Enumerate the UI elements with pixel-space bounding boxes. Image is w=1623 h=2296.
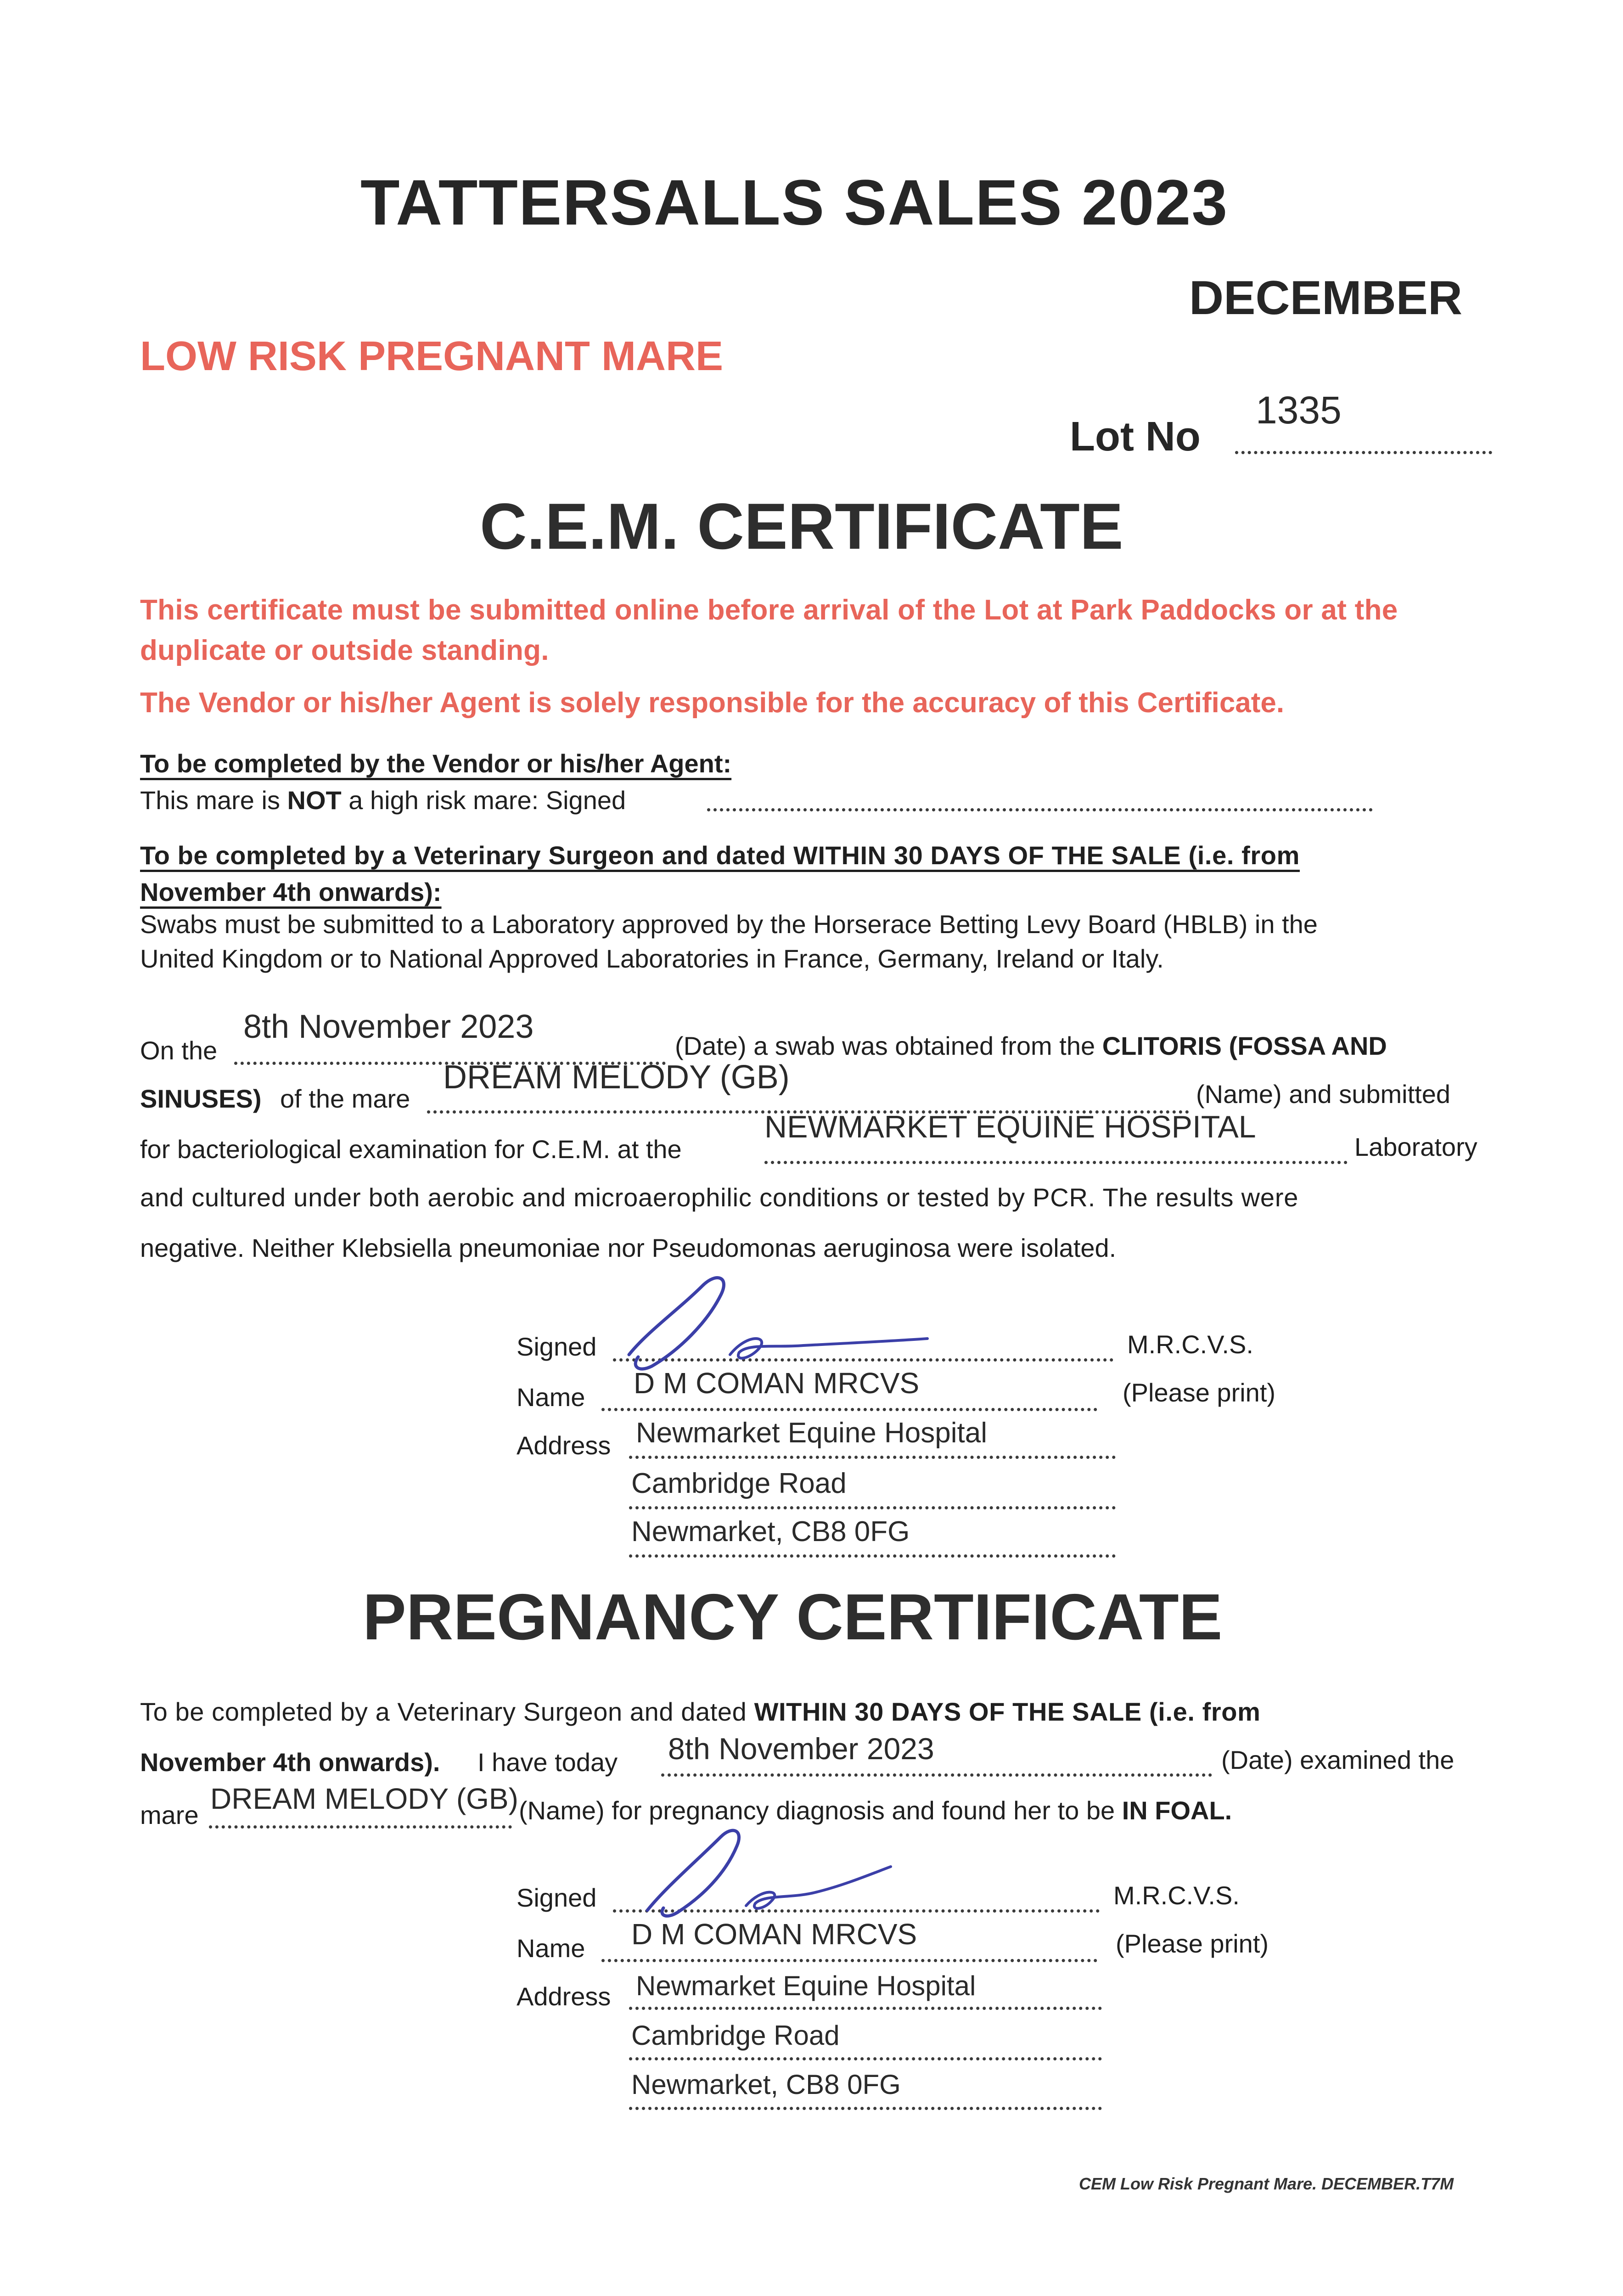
vendor-signature-line[interactable] bbox=[707, 808, 1373, 811]
preg-mare-name-line bbox=[209, 1825, 512, 1829]
preg-mare-name: DREAM MELODY (GB) bbox=[210, 1782, 518, 1815]
preg-address-2: Cambridge Road bbox=[631, 2020, 840, 2051]
cem-notice-1: This certificate must be submitted online before arrival of the Lot at Park Paddocks or at the duplicate or outside standing. bbox=[140, 594, 1398, 666]
cem-signature bbox=[611, 1267, 978, 1373]
cem-mrcvs: M.R.C.V.S. bbox=[1127, 1330, 1253, 1359]
vet-info-line-2: United Kingdom or to National Approved Laboratories in France, Germany, Ireland or Italy. bbox=[140, 944, 1164, 973]
pregnancy-title: PREGNANCY CERTIFICATE bbox=[363, 1581, 1223, 1654]
preg-date-line bbox=[661, 1773, 1212, 1777]
vendor-text-not: NOT bbox=[287, 786, 342, 815]
preg-signature bbox=[634, 1823, 918, 1924]
vet-heading-line-2: November 4th onwards): bbox=[140, 878, 442, 906]
preg-line-1-bold: WITHIN 30 DAYS OF THE SALE (i.e. from bbox=[754, 1697, 1261, 1726]
on-the-label: On the bbox=[140, 1036, 218, 1065]
cultured-text: and cultured under both aerobic and microaerophilic conditions or tested by PCR. The results were bbox=[140, 1183, 1299, 1212]
cem-address-line-2 bbox=[629, 1506, 1116, 1509]
preg-line-2-after: (Date) examined the bbox=[1221, 1745, 1455, 1774]
lot-number-line bbox=[1235, 451, 1492, 454]
cem-title: C.E.M. CERTIFICATE bbox=[480, 490, 1123, 563]
vendor-text-pre: This mare is bbox=[140, 786, 287, 815]
swab-site-bold: CLITORIS (FOSSA AND bbox=[1102, 1031, 1387, 1060]
cem-mare-name: DREAM MELODY (GB) bbox=[443, 1059, 790, 1096]
lot-number: 1335 bbox=[1256, 388, 1342, 432]
vendor-text-post: a high risk mare: Signed bbox=[341, 786, 626, 815]
cem-address-2: Cambridge Road bbox=[631, 1468, 847, 1499]
negative-text: negative. Neither Klebsiella pneumoniae nor Pseudomonas aeruginosa were isolated. bbox=[140, 1233, 1117, 1262]
swab-date: 8th November 2023 bbox=[243, 1008, 534, 1045]
vet-info-line-1: Swabs must be submitted to a Laboratory approved by the Horserace Betting Levy Board (HBLB) in the bbox=[140, 910, 1318, 939]
vet-heading-line-1: To be completed by a Veterinary Surgeon and dated WITHIN 30 DAYS OF THE SALE (i.e. from bbox=[140, 841, 1300, 870]
of-the-mare-label: of the mare bbox=[280, 1084, 410, 1113]
cem-vet-name: D M COMAN MRCVS bbox=[634, 1367, 920, 1400]
lab-after: Laboratory bbox=[1354, 1132, 1477, 1161]
document-title: TATTERSALLS SALES 2023 bbox=[360, 166, 1229, 238]
cem-address-line-1 bbox=[629, 1456, 1116, 1459]
cem-vet-name-line bbox=[601, 1408, 1097, 1411]
swab-date-after bbox=[675, 1031, 1387, 1061]
swab-date-after-text: (Date) a swab was obtained from the bbox=[675, 1031, 1095, 1060]
sale-month: DECEMBER bbox=[1189, 271, 1463, 325]
preg-address-3: Newmarket, CB8 0FG bbox=[631, 2069, 901, 2100]
cem-address-3: Newmarket, CB8 0FG bbox=[631, 1516, 910, 1548]
in-foal-bold: IN FOAL. bbox=[1122, 1796, 1232, 1825]
cem-notice-2: The Vendor or his/her Agent is solely responsible for the accuracy of this Certificate. bbox=[140, 687, 1285, 719]
preg-address-line-2 bbox=[629, 2057, 1102, 2060]
preg-line-2-bold: November 4th onwards). bbox=[140, 1748, 440, 1777]
vendor-declaration bbox=[140, 785, 626, 815]
preg-date: 8th November 2023 bbox=[668, 1732, 934, 1766]
preg-please-print: (Please print) bbox=[1116, 1929, 1269, 1958]
preg-vet-name: D M COMAN MRCVS bbox=[631, 1918, 917, 1951]
lab-name: NEWMARKET EQUINE HOSPITAL bbox=[764, 1109, 1256, 1144]
mare-type: LOW RISK PREGNANT MARE bbox=[140, 333, 723, 379]
preg-mrcvs: M.R.C.V.S. bbox=[1113, 1881, 1240, 1910]
cem-name-label: Name bbox=[517, 1383, 585, 1412]
lab-name-line bbox=[764, 1161, 1348, 1164]
preg-address-line-1 bbox=[629, 2007, 1102, 2010]
preg-line-1 bbox=[140, 1697, 1261, 1727]
preg-line-2-mid: I have today bbox=[477, 1748, 618, 1777]
cem-address-line-3 bbox=[629, 1554, 1116, 1558]
cem-address-1: Newmarket Equine Hospital bbox=[636, 1417, 988, 1449]
cem-please-print: (Please print) bbox=[1123, 1378, 1276, 1407]
mare-name-after: (Name) and submitted bbox=[1196, 1080, 1451, 1109]
preg-line-3 bbox=[519, 1795, 1232, 1825]
preg-address-line-3 bbox=[629, 2107, 1102, 2110]
lot-label: Lot No bbox=[1070, 414, 1201, 460]
cem-address-label: Address bbox=[517, 1431, 611, 1460]
footer-reference: CEM Low Risk Pregnant Mare. DECEMBER.T7M bbox=[1079, 2174, 1454, 2193]
preg-vet-name-line bbox=[601, 1959, 1097, 1962]
preg-line-3-after: (Name) for pregnancy diagnosis and found her to be bbox=[519, 1796, 1122, 1825]
sinuses-bold: SINUSES) bbox=[140, 1084, 262, 1113]
vendor-heading: To be completed by the Vendor or his/her Agent: bbox=[140, 749, 732, 778]
exam-pre: for bacteriological examination for C.E.M. at the bbox=[140, 1135, 682, 1164]
preg-name-label: Name bbox=[517, 1934, 585, 1963]
preg-mare-word: mare bbox=[140, 1801, 199, 1829]
preg-line-1-pre: To be completed by a Veterinary Surgeon and dated bbox=[140, 1697, 754, 1726]
preg-address-label: Address bbox=[517, 1982, 611, 2011]
preg-signed-label: Signed bbox=[517, 1883, 597, 1912]
preg-address-1: Newmarket Equine Hospital bbox=[636, 1970, 976, 2001]
cem-signed-label: Signed bbox=[517, 1332, 597, 1361]
